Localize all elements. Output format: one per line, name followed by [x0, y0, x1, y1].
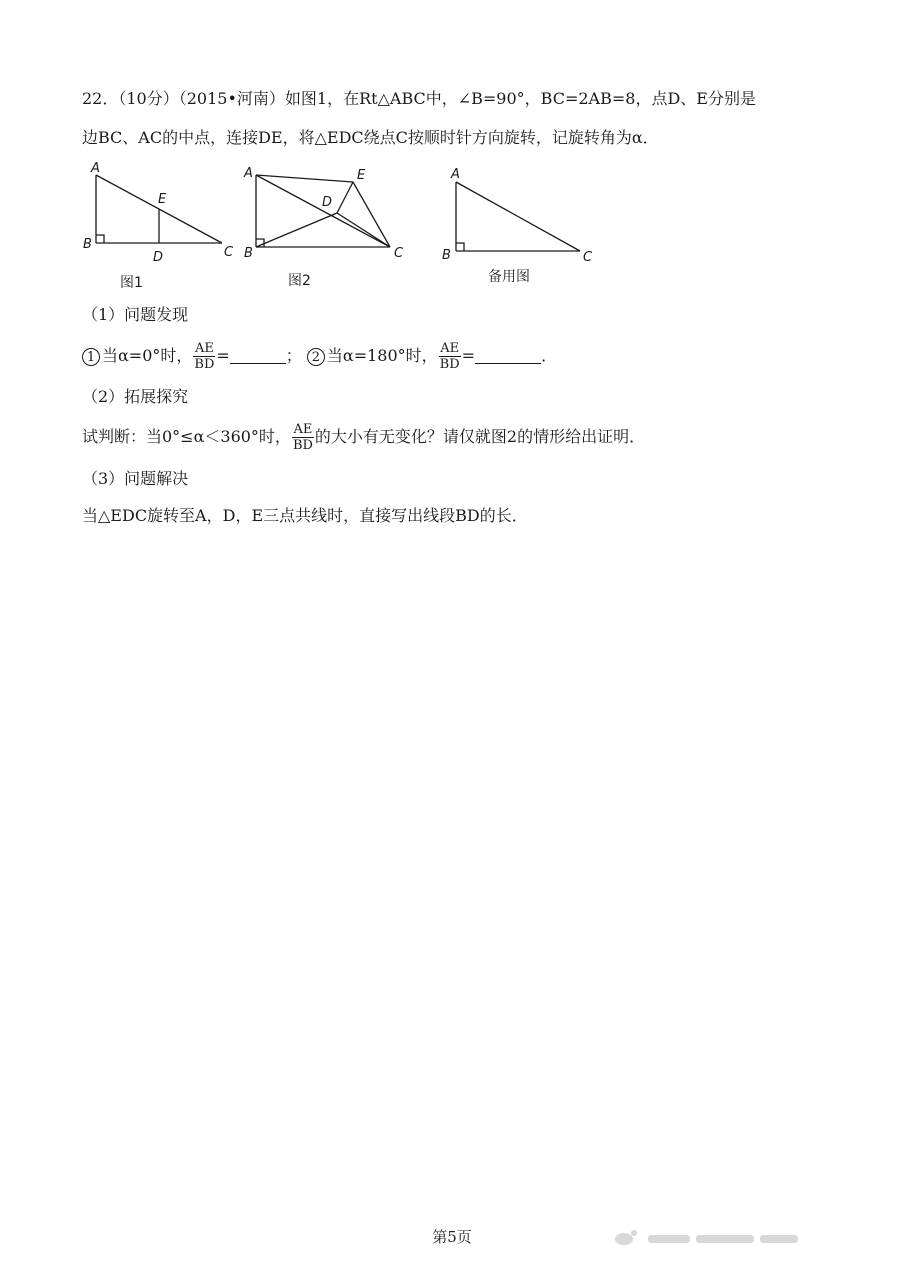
- fig2-label-b: B: [244, 246, 253, 261]
- fig1-label-c: C: [224, 245, 234, 260]
- part2-question: 试判断：当0°≤α＜360°时， $\frac{AE}{BD}$ 的大小有无变化？请仅就图2的情形给出证明．: [82, 422, 646, 453]
- problem-stem-2: 边BC、AC的中点，连接DE，将△EDC绕点C按顺时针方向旋转，记旋转角为α．: [82, 128, 659, 147]
- fig3-label-c: C: [583, 250, 593, 265]
- fig3-label-a: A: [451, 167, 460, 182]
- fig1-label-b: B: [83, 237, 92, 252]
- fig3-caption: 备用图: [488, 269, 530, 285]
- circled-number-2: 2: [307, 348, 325, 366]
- problem-line-2: [82, 127, 659, 149]
- fraction-ae-bd: $\frac{AE}{BD}$: [439, 341, 460, 372]
- page-number: 第5页: [432, 1228, 472, 1246]
- fig1-caption: 图1: [120, 275, 143, 291]
- problem-number: 22．: [82, 89, 119, 108]
- part1-heading: （1）问题发现: [82, 305, 189, 324]
- fig2-label-e: E: [357, 168, 366, 183]
- part1-q2-text: 当α=180°时，: [326, 346, 438, 365]
- fig2-caption: 图2: [288, 273, 311, 289]
- part1-questions: 1 当α=0°时， $\frac{AE}{BD}$ = ； 2 当α=180°时， $\frac{AE}{BD}$ = ．: [82, 339, 557, 373]
- part3-question: 当△EDC旋转至A，D，E三点共线时，直接写出线段BD的长．: [82, 506, 528, 525]
- answer-blank-1[interactable]: [230, 349, 286, 364]
- fraction-ae-bd: $\frac{AE}{BD}$: [194, 341, 215, 372]
- part1-q1-text: 当α=0°时，: [102, 346, 193, 365]
- fig1-label-a: A: [91, 161, 100, 176]
- problem-line-1: [82, 88, 756, 110]
- fraction-ae-bd: $\frac{AE}{BD}$: [292, 422, 313, 453]
- problem-source: （2015•河南）: [178, 89, 285, 108]
- answer-blank-2[interactable]: [475, 349, 541, 364]
- figure-2: [256, 175, 390, 247]
- fig2-label-d: D: [322, 195, 333, 210]
- figures: [0, 155, 904, 295]
- part3-heading: （3）问题解决: [82, 469, 189, 488]
- fig2-label-c: C: [394, 246, 404, 261]
- problem-points: （10分）: [118, 89, 179, 108]
- fig1-label-e: E: [158, 192, 167, 207]
- figure-3: [456, 182, 580, 251]
- figure-1: [96, 175, 222, 243]
- circled-number-1: 1: [82, 348, 100, 366]
- fig3-label-b: B: [442, 248, 451, 263]
- problem-stem-1: 如图1，在Rt△ABC中，∠B=90°，BC=2AB=8，点D、E分别是: [284, 89, 756, 108]
- fig2-label-a: A: [244, 166, 253, 181]
- watermark-logo-icon: [612, 1227, 862, 1249]
- part2-heading: （2）拓展探究: [82, 387, 189, 406]
- fig1-label-d: D: [153, 250, 164, 265]
